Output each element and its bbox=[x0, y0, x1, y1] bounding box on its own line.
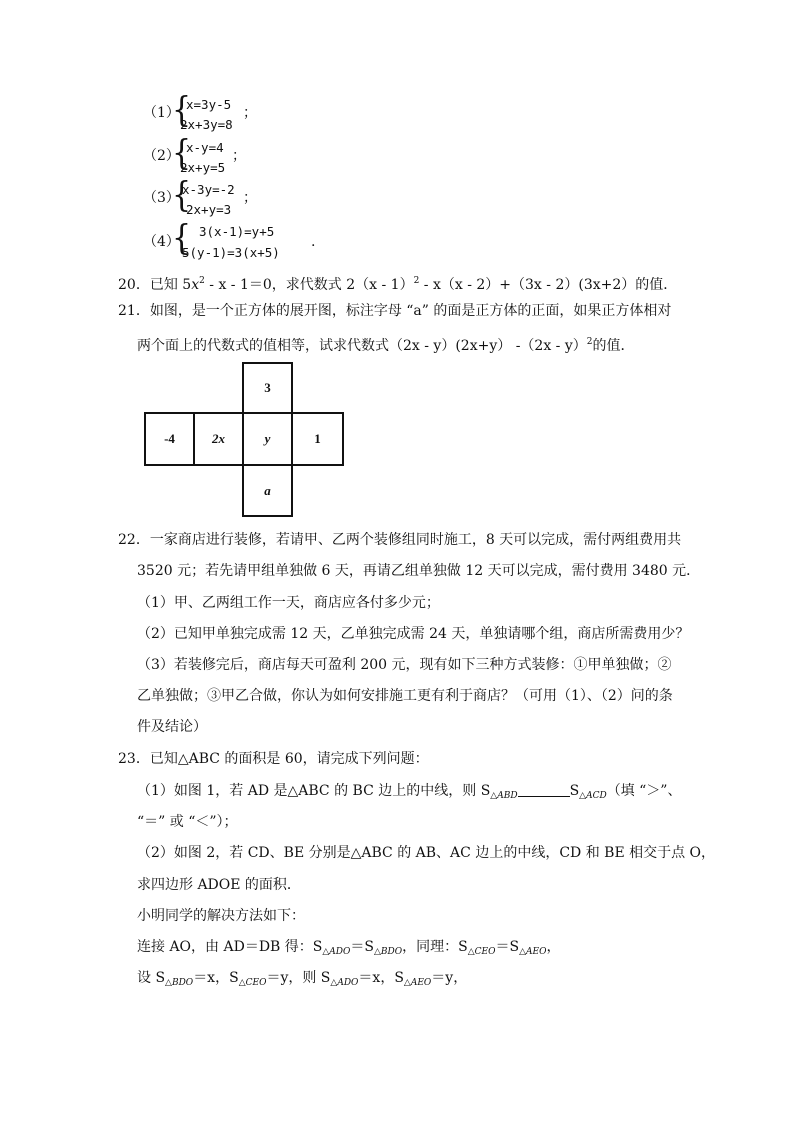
q23-text: ＝S bbox=[350, 939, 374, 955]
q23-text: ， bbox=[546, 939, 561, 955]
system-end: ； bbox=[232, 148, 246, 164]
q23-method: 小明同学的解决方法如下： bbox=[137, 908, 305, 924]
question-number: 21． bbox=[118, 303, 150, 319]
q23-text: （1）如图 1，若 AD 是△ABC 的 BC 边上的中线，则 S bbox=[137, 783, 491, 799]
q23-text: ＝y， bbox=[431, 970, 468, 986]
q23-part-1: “＝” 或 “＜”）； bbox=[137, 814, 238, 830]
q22-line: 3520 元；若先请甲组单独做 6 天，再请乙组单独做 12 天可以完成，需付费用 3480 元． bbox=[137, 563, 701, 579]
net-face-left2: -4 bbox=[144, 412, 195, 466]
q20-var: x bbox=[191, 277, 200, 293]
system-end: ； bbox=[243, 190, 257, 206]
q22-part-3: 乙单独做；③甲乙合做，你认为如何安排施工更有利于商店？（可用（1）、（2）问的条 bbox=[137, 688, 673, 704]
answer-blank[interactable] bbox=[518, 784, 570, 797]
net-face-bottom: a bbox=[242, 464, 293, 517]
system-eq: 2x+y=5 bbox=[180, 160, 226, 175]
q23-sub: △CEO bbox=[467, 947, 496, 957]
q21-text: 如图，是一个正方体的展开图，标注字母 “a” 的面是正方体的正面，如果正方体相对 bbox=[149, 303, 672, 319]
q23-sub: △ADO bbox=[330, 978, 359, 988]
system-end: . bbox=[311, 234, 316, 250]
net-face-center: y bbox=[242, 412, 293, 466]
system-label: （4） bbox=[143, 234, 180, 250]
question-number: 22． bbox=[118, 532, 150, 548]
q23-sub: △BDO bbox=[374, 947, 403, 957]
system-label: （1） bbox=[143, 105, 180, 121]
q23-sub: △ADO bbox=[322, 947, 351, 957]
system-eq: 3(x-1)=y+5 bbox=[199, 224, 275, 239]
q23-text: ＝x，S bbox=[193, 970, 239, 986]
q23-solution-line bbox=[137, 969, 467, 992]
question-20 bbox=[118, 272, 677, 294]
q22-part-3: （3）若装修完后，商店每天可盈利 200 元，现有如下三种方式装修：①甲单独做；② bbox=[137, 657, 672, 673]
brace-icon: { bbox=[172, 218, 192, 259]
q23-text: 已知△ABC 的面积是 60，请完成下列问题： bbox=[149, 751, 429, 767]
q20-text: - x - 1＝0，求代数式 2（x - 1） bbox=[204, 277, 414, 293]
system-label: （2） bbox=[143, 148, 180, 164]
system-eq: 2x+y=3 bbox=[186, 202, 232, 217]
system-eq: x-y=4 bbox=[186, 140, 224, 155]
q23-sub: △AEO bbox=[403, 978, 432, 988]
q23-sub: △BDO bbox=[165, 978, 194, 988]
q21-text: 的值． bbox=[592, 338, 635, 354]
system-eq: 2x+3y=8 bbox=[180, 117, 233, 132]
q20-exp: 2 bbox=[413, 276, 420, 286]
q20-text: - x（x - 2）+（3x - 2）(3x+2）的值． bbox=[419, 277, 678, 293]
q23-text: 连接 AO，由 AD＝DB 得：S bbox=[137, 939, 323, 955]
q23-sub: △AEO bbox=[519, 947, 547, 957]
q21-text: 两个面上的代数式的值相等，试求代数式（2x - y）(2x+y） -（2x - y） bbox=[137, 338, 587, 354]
system-label: （3） bbox=[143, 190, 180, 206]
q20-text: 已知 5 bbox=[149, 277, 192, 293]
q23-text: ，同理：S bbox=[402, 939, 468, 955]
q21-exp: 2 bbox=[586, 337, 593, 347]
q23-text: ＝x，S bbox=[358, 970, 404, 986]
q23-text: ＝S bbox=[495, 939, 520, 955]
q20-exp: 2 bbox=[199, 276, 205, 286]
q23-sub: △ABD bbox=[490, 791, 518, 801]
system-eq: x-3y=-2 bbox=[182, 182, 235, 197]
q22-part-3: 件及结论） bbox=[137, 719, 207, 735]
q23-part-2: 求四边形 ADOE 的面积． bbox=[137, 877, 301, 893]
q23-text: ＝y，则 S bbox=[266, 970, 331, 986]
net-face-right: 1 bbox=[291, 412, 344, 466]
q23-sub: △CEO bbox=[238, 978, 267, 988]
q22-part-2: （2）已知甲单独完成需 12 天，乙单独完成需 24 天，单独请哪个组，商店所需费用少？ bbox=[137, 626, 690, 642]
q22-part-1: （1）甲、乙两组工作一天，商店应各付多少元； bbox=[137, 595, 440, 611]
question-number: 20． bbox=[118, 277, 150, 293]
q21-line bbox=[137, 333, 635, 355]
system-eq: 5(y-1)=3(x+5) bbox=[182, 245, 280, 260]
brace-icon: { bbox=[172, 175, 192, 216]
q23-sub: △ACD bbox=[579, 791, 607, 801]
q23-text: 设 S bbox=[137, 970, 166, 986]
system-end: ； bbox=[243, 105, 257, 121]
q22-line bbox=[118, 531, 681, 549]
q23-part-1 bbox=[137, 782, 681, 805]
q22-text: 一家商店进行装修，若请甲、乙两个装修组同时施工，8 天可以完成，需付两组费用共 bbox=[149, 532, 682, 548]
q23-text: （填 “＞”、 bbox=[606, 783, 682, 799]
q21-line bbox=[118, 302, 671, 320]
brace-icon: { bbox=[172, 133, 192, 174]
brace-icon: { bbox=[172, 90, 192, 131]
q23-part-2: （2）如图 2，若 CD、BE 分别是△ABC 的 AB、AC 边上的中线，CD 和 BE 相交于点 O， bbox=[137, 845, 716, 861]
net-face-top: 3 bbox=[242, 362, 293, 414]
system-eq: x=3y-5 bbox=[186, 97, 232, 112]
q23-text: S bbox=[569, 783, 580, 799]
q23-solution-line bbox=[137, 938, 560, 961]
net-face-left1: 2x bbox=[193, 412, 244, 466]
q23-line bbox=[118, 750, 429, 768]
question-number: 23． bbox=[118, 751, 150, 767]
